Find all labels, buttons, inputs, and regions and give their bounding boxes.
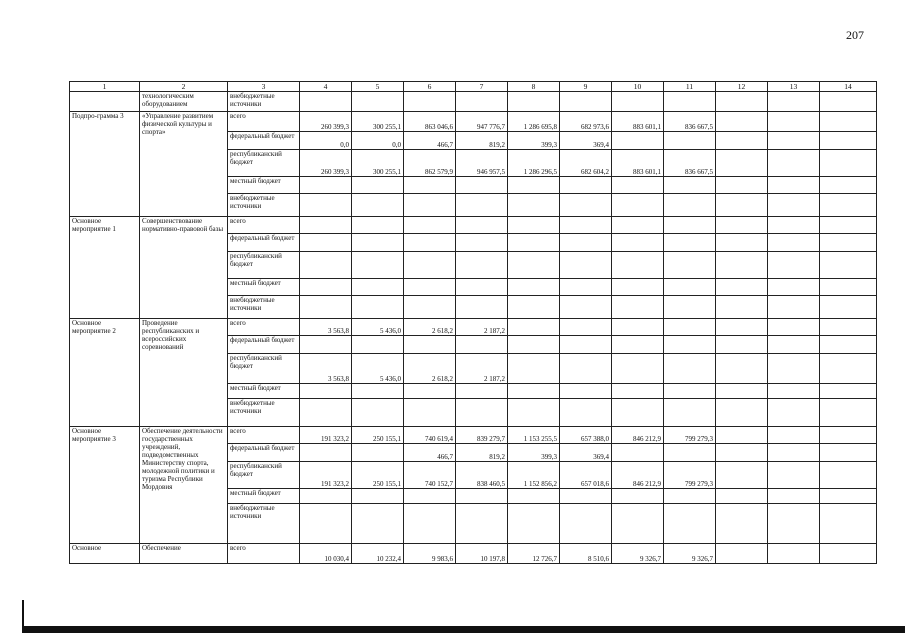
value-cell <box>352 399 404 427</box>
header-cell: 12 <box>716 82 768 92</box>
value-cell <box>716 336 768 354</box>
value-cell: 466,7 <box>404 444 456 462</box>
value-cell <box>716 279 768 296</box>
value-cell <box>820 444 877 462</box>
source-cell: всего <box>228 217 300 234</box>
value-cell <box>560 336 612 354</box>
source-cell: всего <box>228 427 300 444</box>
value-cell <box>820 150 877 177</box>
value-cell <box>768 354 820 384</box>
value-cell <box>716 177 768 194</box>
value-cell <box>560 489 612 504</box>
value-cell: 8 510,6 <box>560 544 612 564</box>
source-cell: федеральный бюджет <box>228 132 300 150</box>
source-cell: всего <box>228 112 300 132</box>
value-cell: 399,3 <box>508 132 560 150</box>
value-cell: 369,4 <box>560 132 612 150</box>
page-number: 207 <box>846 28 864 42</box>
value-cell <box>404 279 456 296</box>
status-cell: Подпро-грамма 3 <box>70 112 140 217</box>
name-cell: Обеспечение <box>140 544 228 564</box>
value-cell <box>508 354 560 384</box>
value-cell <box>664 354 716 384</box>
value-cell <box>768 279 820 296</box>
table-row <box>70 112 877 132</box>
value-cell <box>664 319 716 336</box>
value-cell <box>716 217 768 234</box>
value-cell <box>820 252 877 279</box>
value-cell <box>716 444 768 462</box>
value-cell: 250 155,1 <box>352 462 404 489</box>
value-cell <box>508 234 560 252</box>
source-cell: внебюджетные источники <box>228 92 300 112</box>
value-cell: 0,0 <box>352 132 404 150</box>
value-cell <box>560 384 612 399</box>
value-cell: 12 726,7 <box>508 544 560 564</box>
value-cell <box>768 384 820 399</box>
value-cell <box>664 444 716 462</box>
name-cell: «Управление развитием физической культуры и спорта» <box>140 112 228 217</box>
header-cell: 8 <box>508 82 560 92</box>
value-cell: 369,4 <box>560 444 612 462</box>
value-cell <box>456 217 508 234</box>
value-cell <box>456 504 508 544</box>
value-cell <box>768 150 820 177</box>
value-cell <box>508 177 560 194</box>
value-cell <box>768 234 820 252</box>
value-cell <box>612 279 664 296</box>
header-cell: 14 <box>820 82 877 92</box>
header-cell: 6 <box>404 82 456 92</box>
value-cell <box>352 384 404 399</box>
value-cell <box>352 489 404 504</box>
value-cell: 838 460,5 <box>456 462 508 489</box>
header-cell: 13 <box>768 82 820 92</box>
value-cell <box>456 177 508 194</box>
value-cell <box>612 194 664 217</box>
value-cell <box>300 217 352 234</box>
value-cell <box>820 336 877 354</box>
source-cell: федеральный бюджет <box>228 336 300 354</box>
value-cell <box>820 296 877 319</box>
value-cell <box>508 217 560 234</box>
value-cell <box>768 462 820 489</box>
value-cell: 9 326,7 <box>664 544 716 564</box>
value-cell <box>820 384 877 399</box>
value-cell <box>352 217 404 234</box>
value-cell <box>820 489 877 504</box>
value-cell <box>664 296 716 319</box>
value-cell <box>820 399 877 427</box>
name-cell: Обеспечение деятельности государственных учреждений, подведомственных Министерству спорта, молодежной политики и туризма Республики Мордовия <box>140 427 228 544</box>
value-cell <box>456 194 508 217</box>
table-row <box>70 217 877 234</box>
value-cell: 819,2 <box>456 444 508 462</box>
value-cell <box>820 354 877 384</box>
value-cell <box>508 296 560 319</box>
value-cell: 863 046,6 <box>404 112 456 132</box>
value-cell <box>768 399 820 427</box>
value-cell <box>716 150 768 177</box>
header-cell: 2 <box>140 82 228 92</box>
value-cell <box>404 177 456 194</box>
value-cell <box>664 384 716 399</box>
value-cell <box>560 279 612 296</box>
source-cell: внебюджетные источники <box>228 194 300 217</box>
value-cell: 5 436,0 <box>352 354 404 384</box>
value-cell <box>820 194 877 217</box>
source-cell: республиканский бюджет <box>228 462 300 489</box>
value-cell: 10 030,4 <box>300 544 352 564</box>
budget-table <box>69 81 877 564</box>
value-cell <box>508 399 560 427</box>
value-cell <box>352 177 404 194</box>
value-cell <box>716 252 768 279</box>
header-cell: 4 <box>300 82 352 92</box>
value-cell <box>768 444 820 462</box>
value-cell <box>300 279 352 296</box>
value-cell <box>352 194 404 217</box>
value-cell: 682 604,2 <box>560 150 612 177</box>
value-cell <box>300 504 352 544</box>
value-cell <box>612 399 664 427</box>
value-cell <box>768 544 820 564</box>
value-cell: 2 187,2 <box>456 354 508 384</box>
value-cell <box>560 252 612 279</box>
source-cell: внебюджетные источники <box>228 296 300 319</box>
source-cell: республиканский бюджет <box>228 252 300 279</box>
source-cell: внебюджетные источники <box>228 504 300 544</box>
value-cell <box>508 489 560 504</box>
value-cell <box>716 234 768 252</box>
value-cell <box>352 504 404 544</box>
value-cell: 300 255,1 <box>352 150 404 177</box>
value-cell <box>352 296 404 319</box>
value-cell <box>404 336 456 354</box>
value-cell: 836 667,5 <box>664 112 716 132</box>
value-cell <box>508 279 560 296</box>
table-row <box>70 427 877 444</box>
source-cell: внебюджетные источники <box>228 399 300 427</box>
status-cell <box>70 92 140 112</box>
value-cell: 191 323,2 <box>300 462 352 489</box>
value-cell <box>716 319 768 336</box>
value-cell <box>560 319 612 336</box>
value-cell <box>716 427 768 444</box>
status-cell: Основное мероприятие 1 <box>70 217 140 319</box>
value-cell <box>300 384 352 399</box>
value-cell: 819,2 <box>456 132 508 150</box>
source-cell: местный бюджет <box>228 279 300 296</box>
source-cell: местный бюджет <box>228 384 300 399</box>
carry-over-row <box>70 92 877 112</box>
value-cell <box>768 177 820 194</box>
value-cell: 399,3 <box>508 444 560 462</box>
value-cell <box>456 296 508 319</box>
value-cell <box>404 194 456 217</box>
value-cell <box>820 462 877 489</box>
value-cell: 657 018,6 <box>560 462 612 489</box>
value-cell <box>560 354 612 384</box>
value-cell: 839 279,7 <box>456 427 508 444</box>
value-cell: 5 436,0 <box>352 319 404 336</box>
value-cell <box>716 194 768 217</box>
header-cell: 7 <box>456 82 508 92</box>
header-row <box>70 82 877 92</box>
source-cell: федеральный бюджет <box>228 234 300 252</box>
value-cell <box>716 112 768 132</box>
value-cell <box>300 252 352 279</box>
value-cell <box>300 177 352 194</box>
value-cell <box>404 504 456 544</box>
status-cell: Основное мероприятие 3 <box>70 427 140 544</box>
value-cell <box>456 399 508 427</box>
value-cell <box>820 544 877 564</box>
header-cell: 10 <box>612 82 664 92</box>
value-cell <box>716 384 768 399</box>
value-cell <box>768 296 820 319</box>
source-cell: республиканский бюджет <box>228 150 300 177</box>
value-cell <box>768 194 820 217</box>
value-cell <box>612 444 664 462</box>
value-cell <box>820 234 877 252</box>
value-cell <box>300 234 352 252</box>
value-cell <box>404 296 456 319</box>
header-cell: 5 <box>352 82 404 92</box>
value-cell <box>508 319 560 336</box>
value-cell: 682 973,6 <box>560 112 612 132</box>
value-cell <box>768 336 820 354</box>
value-cell <box>352 234 404 252</box>
value-cell <box>508 384 560 399</box>
value-cell <box>820 132 877 150</box>
value-cell <box>612 177 664 194</box>
value-cell: 1 286 695,8 <box>508 112 560 132</box>
value-cell: 250 155,1 <box>352 427 404 444</box>
value-cell <box>768 112 820 132</box>
value-cell <box>612 336 664 354</box>
value-cell <box>664 132 716 150</box>
value-cell <box>300 399 352 427</box>
value-cell <box>612 234 664 252</box>
value-cell <box>716 354 768 384</box>
value-cell <box>768 489 820 504</box>
value-cell: 9 983,6 <box>404 544 456 564</box>
value-cell <box>768 252 820 279</box>
table-row <box>70 544 877 564</box>
source-cell: местный бюджет <box>228 489 300 504</box>
value-cell <box>716 544 768 564</box>
value-cell: 2 187,2 <box>456 319 508 336</box>
value-cell: 0,0 <box>300 132 352 150</box>
value-cell <box>560 177 612 194</box>
value-cell: 9 326,7 <box>612 544 664 564</box>
value-cell <box>716 296 768 319</box>
name-cell: Совершенствование нормативно-правовой базы <box>140 217 228 319</box>
value-cell <box>612 319 664 336</box>
value-cell: 799 279,3 <box>664 462 716 489</box>
value-cell <box>820 319 877 336</box>
value-cell <box>352 252 404 279</box>
value-cell: 3 563,8 <box>300 354 352 384</box>
value-cell <box>664 194 716 217</box>
name-cell: технологическим оборудованием <box>140 92 228 112</box>
value-cell <box>560 399 612 427</box>
name-cell: Проведение республиканских и всероссийских соревнований <box>140 319 228 427</box>
value-cell: 836 667,5 <box>664 150 716 177</box>
header-cell: 11 <box>664 82 716 92</box>
value-cell <box>404 217 456 234</box>
source-cell: всего <box>228 319 300 336</box>
value-cell <box>404 384 456 399</box>
value-cell: 2 618,2 <box>404 354 456 384</box>
value-cell <box>820 217 877 234</box>
header-cell: 9 <box>560 82 612 92</box>
header-cell: 3 <box>228 82 300 92</box>
value-cell <box>664 504 716 544</box>
table-row <box>70 319 877 336</box>
value-cell <box>300 444 352 462</box>
value-cell: 946 957,5 <box>456 150 508 177</box>
value-cell <box>456 252 508 279</box>
header-cell: 1 <box>70 82 140 92</box>
value-cell: 846 212,9 <box>612 462 664 489</box>
value-cell <box>404 489 456 504</box>
value-cell: 799 279,3 <box>664 427 716 444</box>
value-cell: 883 601,1 <box>612 112 664 132</box>
value-cell <box>820 279 877 296</box>
value-cell: 260 399,3 <box>300 112 352 132</box>
value-cell: 657 388,0 <box>560 427 612 444</box>
value-cell: 947 776,7 <box>456 112 508 132</box>
value-cell <box>820 112 877 132</box>
value-cell <box>768 504 820 544</box>
value-cell: 846 212,9 <box>612 427 664 444</box>
value-cell <box>508 252 560 279</box>
value-cell <box>560 194 612 217</box>
value-cell <box>612 504 664 544</box>
status-cell: Основное <box>70 544 140 564</box>
value-cell: 300 255,1 <box>352 112 404 132</box>
value-cell <box>612 132 664 150</box>
source-cell: федеральный бюджет <box>228 444 300 462</box>
value-cell <box>612 296 664 319</box>
value-cell <box>300 194 352 217</box>
value-cell <box>560 296 612 319</box>
scan-edge-bottom <box>22 626 905 633</box>
value-cell <box>768 132 820 150</box>
value-cell <box>664 252 716 279</box>
value-cell: 260 399,3 <box>300 150 352 177</box>
value-cell: 3 563,8 <box>300 319 352 336</box>
value-cell <box>456 279 508 296</box>
value-cell <box>612 252 664 279</box>
value-cell: 2 618,2 <box>404 319 456 336</box>
status-cell: Основное мероприятие 2 <box>70 319 140 427</box>
value-cell <box>612 354 664 384</box>
value-cell <box>612 384 664 399</box>
value-cell <box>300 489 352 504</box>
value-cell: 466,7 <box>404 132 456 150</box>
value-cell <box>716 399 768 427</box>
value-cell <box>768 217 820 234</box>
value-cell <box>664 177 716 194</box>
value-cell <box>716 504 768 544</box>
value-cell: 862 579,9 <box>404 150 456 177</box>
value-cell <box>664 399 716 427</box>
value-cell <box>560 234 612 252</box>
source-cell: всего <box>228 544 300 564</box>
value-cell: 883 601,1 <box>612 150 664 177</box>
value-cell <box>768 427 820 444</box>
value-cell <box>352 279 404 296</box>
value-cell <box>612 489 664 504</box>
value-cell <box>664 234 716 252</box>
value-cell <box>664 279 716 296</box>
value-cell <box>612 217 664 234</box>
value-cell <box>508 194 560 217</box>
value-cell <box>352 444 404 462</box>
value-cell <box>664 336 716 354</box>
value-cell: 1 153 255,5 <box>508 427 560 444</box>
value-cell <box>352 336 404 354</box>
value-cell <box>456 336 508 354</box>
value-cell <box>404 234 456 252</box>
value-cell <box>560 217 612 234</box>
source-cell: республиканский бюджет <box>228 354 300 384</box>
value-cell: 740 619,4 <box>404 427 456 444</box>
value-cell <box>664 489 716 504</box>
value-cell <box>716 462 768 489</box>
value-cell: 10 232,4 <box>352 544 404 564</box>
value-cell <box>716 132 768 150</box>
value-cell <box>456 234 508 252</box>
value-cell <box>820 177 877 194</box>
value-cell <box>508 336 560 354</box>
value-cell <box>768 319 820 336</box>
value-cell <box>404 252 456 279</box>
value-cell <box>560 504 612 544</box>
value-cell <box>404 399 456 427</box>
source-cell: местный бюджет <box>228 177 300 194</box>
value-cell <box>716 489 768 504</box>
value-cell <box>456 384 508 399</box>
value-cell <box>300 296 352 319</box>
value-cell: 10 197,8 <box>456 544 508 564</box>
value-cell <box>820 504 877 544</box>
value-cell <box>300 336 352 354</box>
value-cell <box>664 217 716 234</box>
value-cell: 1 286 296,5 <box>508 150 560 177</box>
value-cell: 1 152 856,2 <box>508 462 560 489</box>
value-cell <box>508 504 560 544</box>
value-cell: 740 152,7 <box>404 462 456 489</box>
value-cell: 191 323,2 <box>300 427 352 444</box>
value-cell <box>456 489 508 504</box>
value-cell <box>820 427 877 444</box>
